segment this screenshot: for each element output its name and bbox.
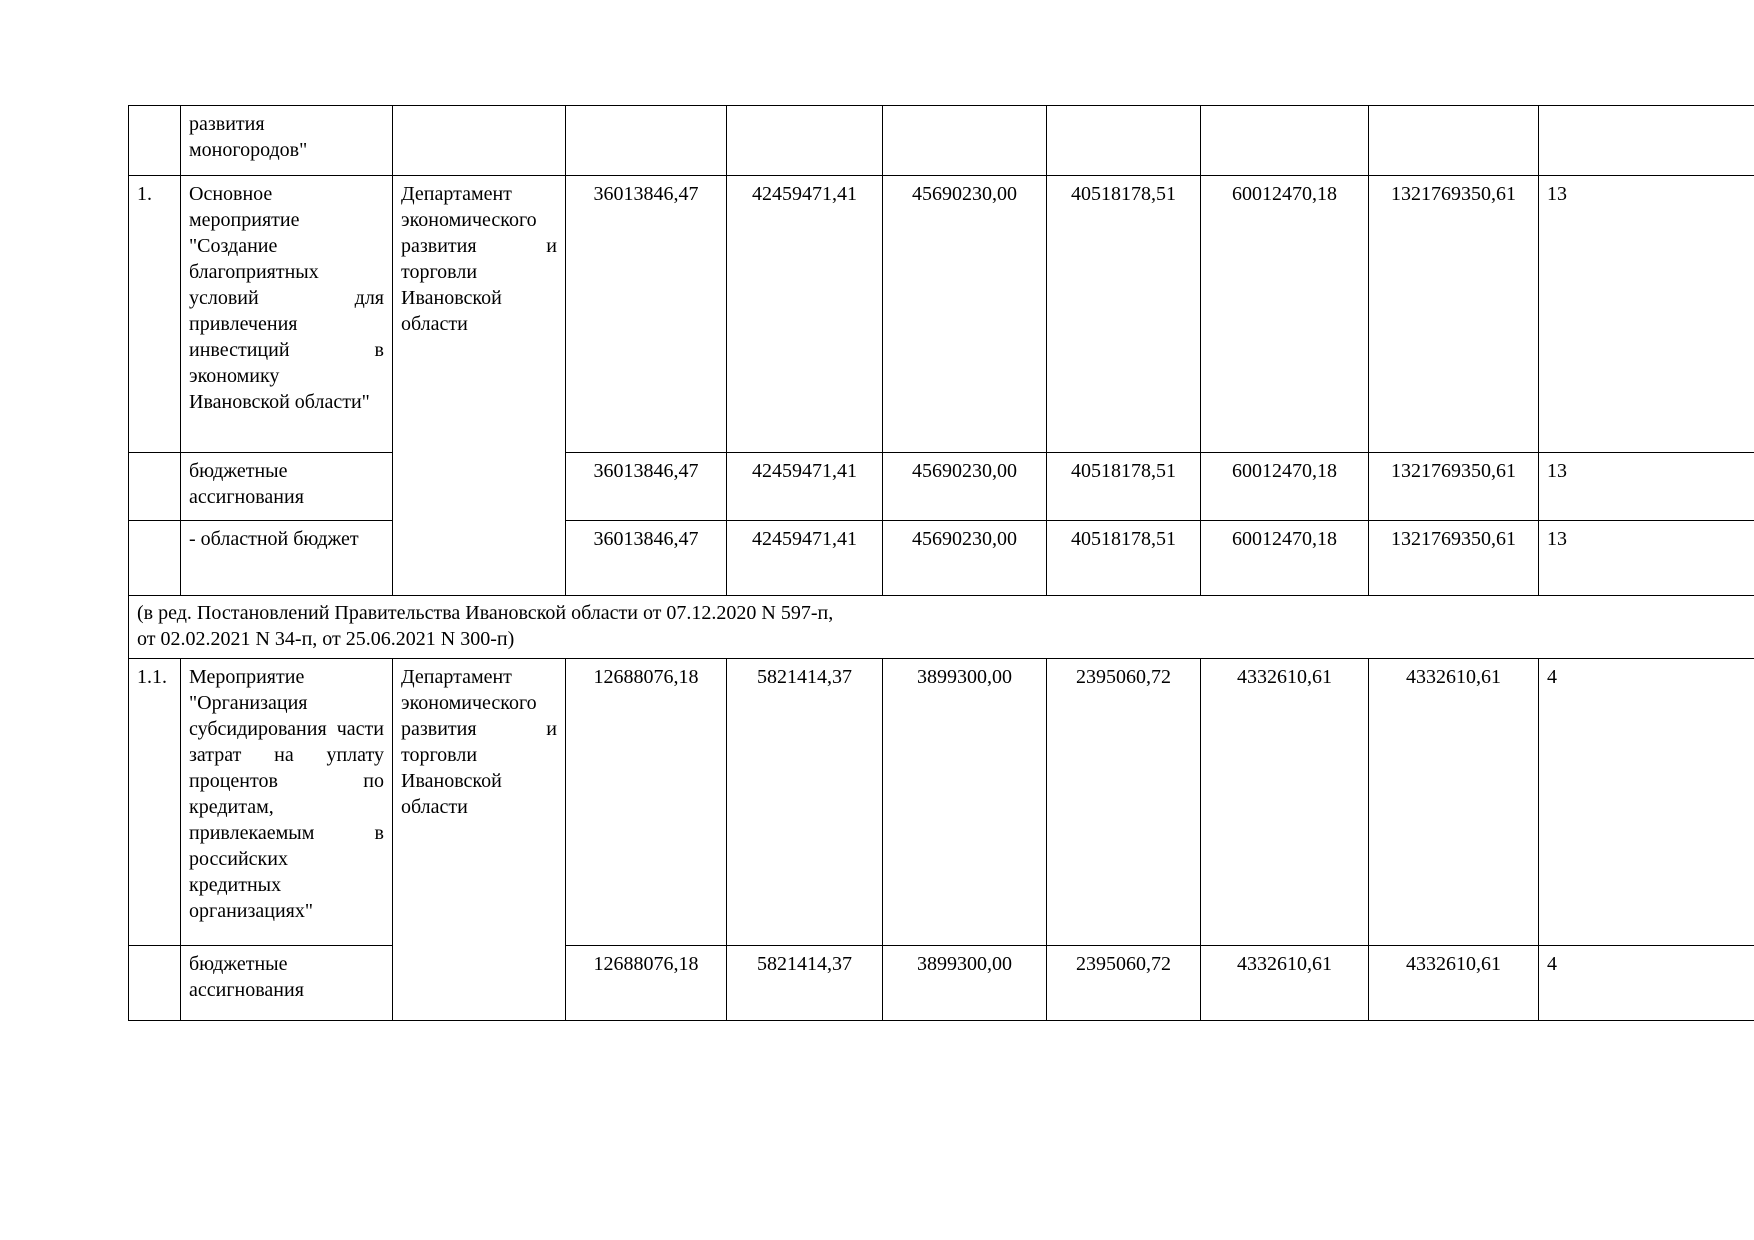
carryover-value-cell [1369,106,1539,176]
row1-sub2-value-cell: 40518178,51 [1047,521,1201,596]
carryover-value-cell [727,106,883,176]
row11-sub1-value-cell: 5821414,37 [727,946,883,1021]
row11-value-cell: 2395060,72 [1047,659,1201,946]
row11-sub1-value-cell: 2395060,72 [1047,946,1201,1021]
row11-num-cell: 1.1. [129,659,181,946]
row1-sub2-value-cell: 42459471,41 [727,521,883,596]
table-row-amendment-note [129,596,1754,659]
table-sheet [128,105,1754,1021]
carryover-value-cell [566,106,727,176]
amendment-note-line2: от 02.02.2021 N 34-п, от 25.06.2021 N 300-п) [137,628,515,650]
row1-sub1-value-cell: 36013846,47 [566,453,727,521]
row11-sub1-value-cell: 3899300,00 [883,946,1047,1021]
amendment-note-cell [129,596,1754,659]
table-row-1-budget [129,453,1754,521]
carryover-value-cell [1201,106,1369,176]
row1-sub2-value-cell: 36013846,47 [566,521,727,596]
row11-desc-cell: Мероприятие "Организация субсидирования части затрат на уплату процентов по кредитам, привлекаемым в российских кредитных организациях" [181,659,393,946]
row1-sub1-value-cell: 60012470,18 [1201,453,1369,521]
row11-sub1-value-cell: 12688076,18 [566,946,727,1021]
row1-num-cell: 1. [129,176,181,453]
row1-sub1-value-cell: 1321769350,61 [1369,453,1539,521]
table-row-1 [129,176,1754,453]
row1-sub2-label-cell: - областной бюджет [181,521,393,596]
row1-sub1-value-clipped-cell: 13 [1539,453,1754,521]
carryover-value-cell [1047,106,1201,176]
row1-sub1-num-cell [129,453,181,521]
carryover-value-clipped-cell [1539,106,1754,176]
carryover-num-cell [129,106,181,176]
row11-sub1-label-cell: бюджетные ассигнования [181,946,393,1021]
table-row-1-1-budget [129,946,1754,1021]
row1-value-cell: 45690230,00 [883,176,1047,453]
row11-value-clipped-cell: 4 [1539,659,1754,946]
row1-sub1-value-cell: 45690230,00 [883,453,1047,521]
carryover-value-cell [883,106,1047,176]
row1-sub2-value-cell: 45690230,00 [883,521,1047,596]
row11-value-cell: 12688076,18 [566,659,727,946]
row1-desc-cell: Основное мероприятие "Создание благоприятных условий для привлечения инвестиций в экономику Ивановской области" [181,176,393,453]
row11-value-cell: 3899300,00 [883,659,1047,946]
row1-dept-cell: Департамент экономического развития и торговли Ивановской области [393,176,566,596]
row11-sub1-num-cell [129,946,181,1021]
row11-value-cell: 4332610,61 [1201,659,1369,946]
row11-value-cell: 5821414,37 [727,659,883,946]
row1-sub2-value-clipped-cell: 13 [1539,521,1754,596]
table-row-1-1 [129,659,1754,946]
budget-table [128,105,1754,1021]
carryover-dept-cell [393,106,566,176]
row1-sub2-value-cell: 1321769350,61 [1369,521,1539,596]
row11-sub1-value-cell: 4332610,61 [1201,946,1369,1021]
table-row-1-region-budget [129,521,1754,596]
carryover-desc-cell: развития моногородов" [181,106,393,176]
row1-value-cell: 60012470,18 [1201,176,1369,453]
row1-sub2-num-cell [129,521,181,596]
row1-sub1-value-cell: 40518178,51 [1047,453,1201,521]
row11-value-cell: 4332610,61 [1369,659,1539,946]
row1-value-cell: 42459471,41 [727,176,883,453]
row11-sub1-value-cell: 4332610,61 [1369,946,1539,1021]
row1-sub1-label-cell: бюджетные ассигнования [181,453,393,521]
row1-value-cell: 1321769350,61 [1369,176,1539,453]
row1-value-clipped-cell: 13 [1539,176,1754,453]
row1-sub1-value-cell: 42459471,41 [727,453,883,521]
row11-sub1-value-clipped-cell: 4 [1539,946,1754,1021]
row11-dept-cell: Департамент экономического развития и торговли Ивановской области [393,659,566,1021]
amendment-note-line1: (в ред. Постановлений Правительства Ивановской области от 07.12.2020 N 597-п, [137,602,834,624]
row1-value-cell: 36013846,47 [566,176,727,453]
row1-sub2-value-cell: 60012470,18 [1201,521,1369,596]
row1-value-cell: 40518178,51 [1047,176,1201,453]
table-row-carryover [129,106,1754,176]
